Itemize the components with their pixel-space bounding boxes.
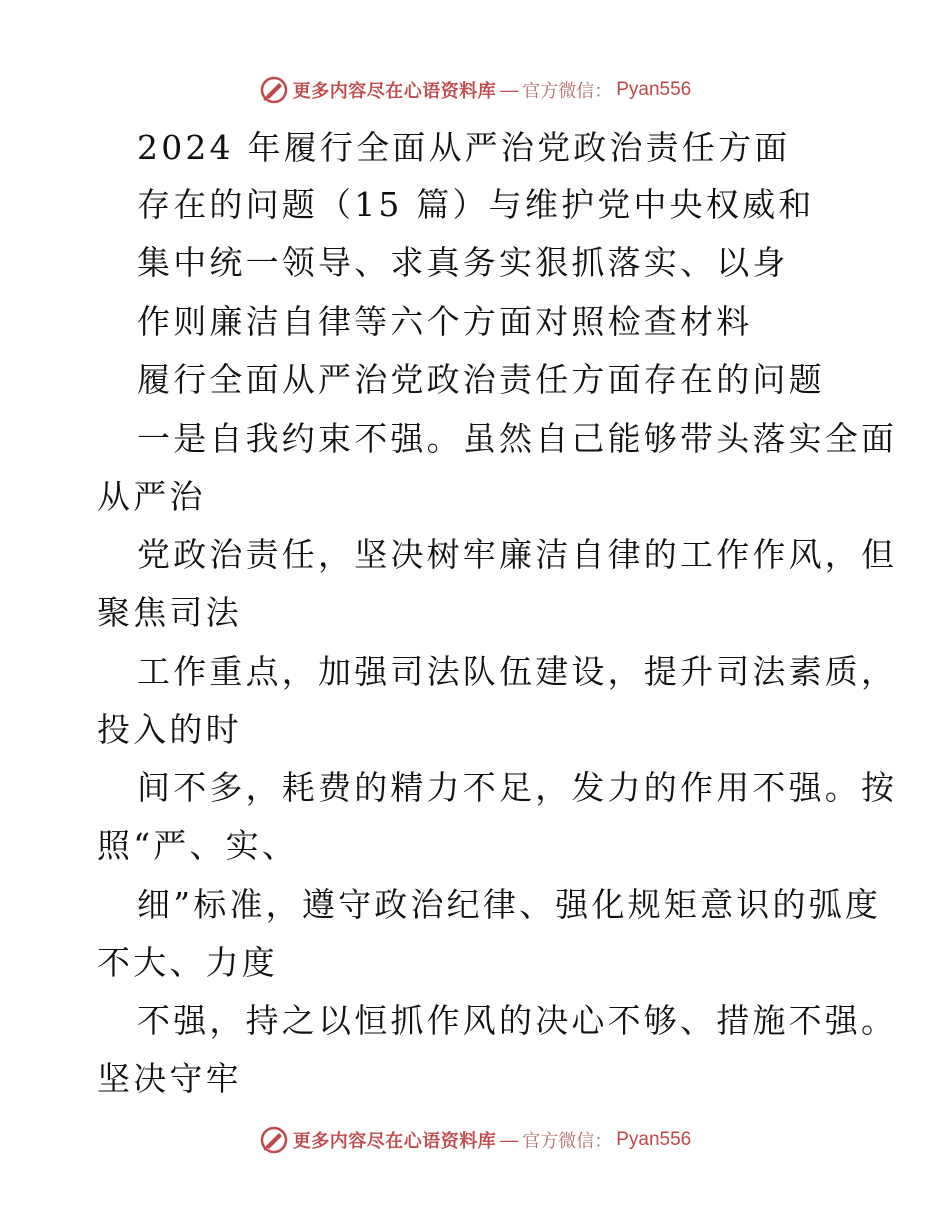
title-line-2: 存在的问题（15 篇）与维护党中央权威和 [137,185,815,224]
body-line: 间不多，耗费的精力不足，发力的作用不强。按 [137,768,898,807]
banner-contact-label: 官方微信： [522,81,613,102]
body-line: 不大、力度 [97,943,278,982]
body-line: 聚焦司法 [97,593,242,632]
title-line-3: 集中统一领导、求真务实狠抓落实、以身 [137,243,789,282]
body-line: 投入的时 [97,710,242,749]
body-line: 不强，持之以恒抓作风的决心不够、措施不强。 [137,1001,898,1040]
header-watermark-banner [0,70,950,110]
banner-contact-label: 官方微信： [522,1131,613,1152]
body-line: 细”标准，遵守政治纪律、强化规矩意识的弧度 [137,885,882,924]
quill-seal-icon [259,1125,289,1155]
quill-seal-icon [259,75,289,105]
banner-contact-id: Pyan556 [616,79,692,100]
banner-site-text: 更多内容尽在心语资料库 [292,81,497,102]
body-line: 一是自我约束不强。虽然自己能够带头落实全面 [137,419,898,458]
body-line: 照“严、实、 [97,826,299,865]
body-line: 工作重点，加强司法队伍建设，提升司法素质， [137,652,898,691]
banner-dash: — [500,79,519,100]
title-line-4: 作则廉洁自律等六个方面对照检查材料 [137,302,753,341]
title-line-1: 2024 年履行全面从严治党政治责任方面 [137,128,791,167]
section-heading: 履行全面从严治党政治责任方面存在的问题 [137,360,825,399]
body-line: 党政治责任，坚决树牢廉洁自律的工作作风，但 [137,535,898,574]
banner-dash: — [500,1129,519,1150]
body-line: 从严治 [97,477,206,516]
banner-site-text: 更多内容尽在心语资料库 [292,1131,497,1152]
footer-watermark-banner [0,1120,950,1160]
banner-contact-id: Pyan556 [616,1129,692,1150]
body-line: 坚决守牢 [97,1059,242,1098]
